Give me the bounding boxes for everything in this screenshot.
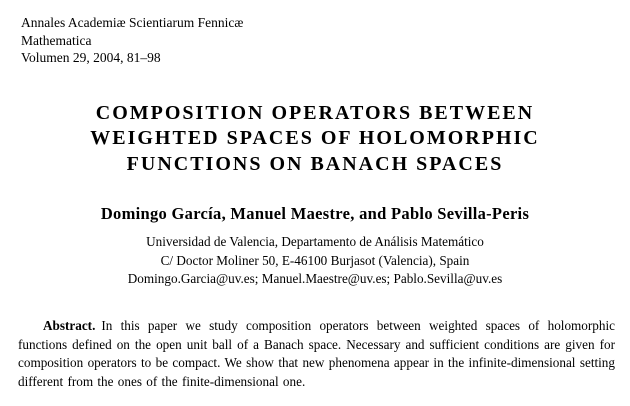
- paper-title: [0, 101, 630, 177]
- authors: Domingo García, Manuel Maestre, and Pablo Sevilla-Peris: [100, 204, 530, 223]
- title-line-3: FUNCTIONS ON BANACH SPACES: [126, 152, 504, 175]
- abstract-text: In this paper we study composition operators between weighted spaces of holomorphic functions defined on the open unit ball of a Banach space. Necessary and sufficient conditions are given for composition operators to be compact. We show that new phenomena appear in the infinite-dimensional setting different from the ones of the finite-dimensional one.: [18, 318, 615, 390]
- affiliation-department: Universidad de Valencia, Departamento de Análisis Matemático: [146, 234, 484, 249]
- abstract-label: Abstract.: [43, 318, 96, 333]
- journal-header: [21, 14, 243, 67]
- affiliation-emails: Domingo.Garcia@uv.es; Manuel.Maestre@uv.es; Pablo.Sevilla@uv.es: [127, 271, 503, 287]
- affiliation: [0, 233, 630, 289]
- abstract: [18, 317, 615, 392]
- journal-name: Annales Academiæ Scientiarum Fennicæ: [21, 15, 244, 30]
- journal-volume-pages: Volumen 29, 2004, 81–98: [21, 50, 161, 66]
- title-line-1: COMPOSITION OPERATORS BETWEEN: [95, 102, 535, 124]
- journal-series: Mathematica: [21, 32, 92, 48]
- affiliation-address: C/ Doctor Moliner 50, E-46100 Burjasot (Valencia), Spain: [160, 252, 470, 268]
- title-line-2: WEIGHTED SPACES OF HOLOMORPHIC: [90, 127, 540, 150]
